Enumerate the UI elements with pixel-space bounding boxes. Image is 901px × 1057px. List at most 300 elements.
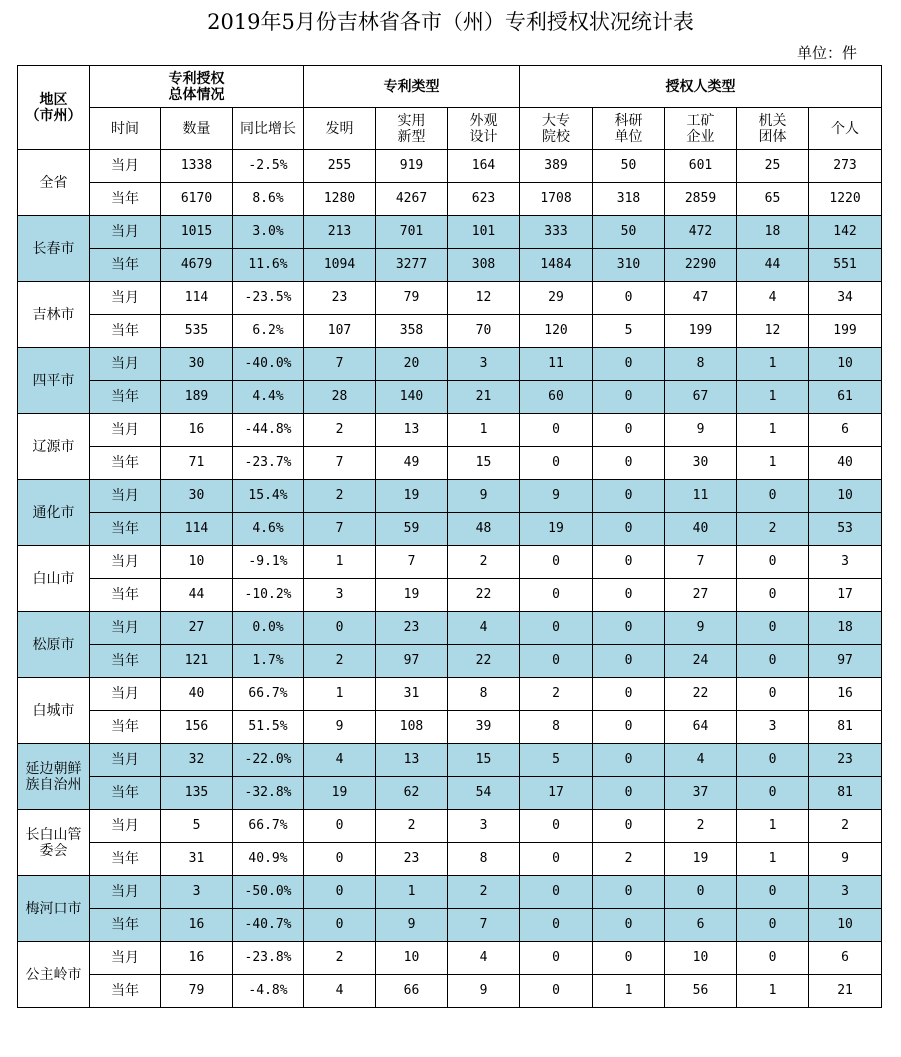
value-cell: -23.5% [233, 282, 304, 315]
value-cell: 66 [376, 975, 448, 1008]
value-cell: 0 [593, 480, 665, 513]
value-cell: 255 [304, 150, 376, 183]
value-cell: 0 [665, 876, 737, 909]
period-cell: 当年 [90, 909, 161, 942]
value-cell: 0 [737, 876, 809, 909]
value-cell: 56 [665, 975, 737, 1008]
table-row [18, 480, 882, 513]
value-cell: 0 [520, 876, 593, 909]
value-cell: 5 [520, 744, 593, 777]
table-row [18, 777, 882, 810]
table-row [18, 546, 882, 579]
value-cell: 0 [304, 810, 376, 843]
period-cell: 当月 [90, 612, 161, 645]
table-row [18, 381, 882, 414]
unit-label: 单位：件 [796, 44, 857, 62]
value-cell: 22 [448, 645, 520, 678]
value-cell: 0 [737, 744, 809, 777]
value-cell: 4 [737, 282, 809, 315]
value-cell: 6 [809, 414, 882, 447]
value-cell: 0 [737, 777, 809, 810]
value-cell: 318 [593, 183, 665, 216]
column-header-5: 外观 设计 [448, 108, 520, 150]
value-cell: 2 [304, 942, 376, 975]
value-cell: 472 [665, 216, 737, 249]
column-header-9: 机关 团体 [737, 108, 809, 150]
value-cell: 2 [737, 513, 809, 546]
value-cell: 1220 [809, 183, 882, 216]
value-cell: 0 [593, 612, 665, 645]
value-cell: 7 [304, 513, 376, 546]
region-name-cell: 公主岭市 [18, 942, 90, 1008]
value-cell: -23.8% [233, 942, 304, 975]
table-row [18, 447, 882, 480]
period-cell: 当月 [90, 876, 161, 909]
value-cell: 0 [593, 810, 665, 843]
table-row [18, 909, 882, 942]
value-cell: 30 [161, 348, 233, 381]
value-cell: 10 [809, 348, 882, 381]
value-cell: 0 [520, 579, 593, 612]
value-cell: 1338 [161, 150, 233, 183]
period-cell: 当月 [90, 678, 161, 711]
value-cell: 1.7% [233, 645, 304, 678]
value-cell: 22 [665, 678, 737, 711]
value-cell: 48 [448, 513, 520, 546]
value-cell: 199 [665, 315, 737, 348]
value-cell: 0 [737, 645, 809, 678]
value-cell: 308 [448, 249, 520, 282]
value-cell: 4679 [161, 249, 233, 282]
table-row [18, 249, 882, 282]
value-cell: 7 [304, 447, 376, 480]
value-cell: 0 [593, 711, 665, 744]
value-cell: 7 [304, 348, 376, 381]
value-cell: 2 [448, 546, 520, 579]
value-cell: 97 [809, 645, 882, 678]
value-cell: 44 [161, 579, 233, 612]
value-cell: 97 [376, 645, 448, 678]
region-header: 地区 （市州） [18, 66, 90, 150]
value-cell: 11 [520, 348, 593, 381]
value-cell: 358 [376, 315, 448, 348]
region-name-cell: 白城市 [18, 678, 90, 744]
value-cell: 0 [593, 678, 665, 711]
value-cell: 44 [737, 249, 809, 282]
table-row [18, 282, 882, 315]
value-cell: 551 [809, 249, 882, 282]
period-cell: 当年 [90, 843, 161, 876]
period-cell: 当年 [90, 513, 161, 546]
value-cell: 13 [376, 744, 448, 777]
value-cell: 60 [520, 381, 593, 414]
table-body [18, 150, 882, 1008]
period-cell: 当月 [90, 546, 161, 579]
grantee-type-header: 授权人类型 [520, 66, 882, 108]
table-row [18, 150, 882, 183]
column-header-2: 同比增长 [233, 108, 304, 150]
value-cell: 62 [376, 777, 448, 810]
value-cell: -23.7% [233, 447, 304, 480]
table-row [18, 183, 882, 216]
value-cell: 2 [809, 810, 882, 843]
value-cell: 70 [448, 315, 520, 348]
value-cell: -44.8% [233, 414, 304, 447]
value-cell: 156 [161, 711, 233, 744]
value-cell: 0 [593, 348, 665, 381]
period-cell: 当年 [90, 183, 161, 216]
value-cell: 1 [737, 447, 809, 480]
value-cell: 0 [593, 876, 665, 909]
value-cell: 0 [593, 381, 665, 414]
value-cell: 2 [304, 414, 376, 447]
value-cell: 81 [809, 711, 882, 744]
value-cell: 28 [304, 381, 376, 414]
value-cell: 30 [161, 480, 233, 513]
value-cell: 0.0% [233, 612, 304, 645]
value-cell: 19 [376, 480, 448, 513]
value-cell: 0 [593, 447, 665, 480]
value-cell: 8 [448, 678, 520, 711]
value-cell: 0 [737, 942, 809, 975]
value-cell: 39 [448, 711, 520, 744]
table-row [18, 678, 882, 711]
table-row [18, 975, 882, 1008]
value-cell: 1708 [520, 183, 593, 216]
value-cell: 3277 [376, 249, 448, 282]
value-cell: 0 [520, 546, 593, 579]
value-cell: -10.2% [233, 579, 304, 612]
value-cell: 0 [520, 414, 593, 447]
region-name-cell: 辽源市 [18, 414, 90, 480]
value-cell: 9 [665, 612, 737, 645]
period-cell: 当年 [90, 711, 161, 744]
value-cell: 4.4% [233, 381, 304, 414]
value-cell: 6.2% [233, 315, 304, 348]
value-cell: 19 [376, 579, 448, 612]
column-header-4: 实用 新型 [376, 108, 448, 150]
value-cell: 15.4% [233, 480, 304, 513]
period-cell: 当月 [90, 942, 161, 975]
value-cell: 121 [161, 645, 233, 678]
value-cell: 40 [665, 513, 737, 546]
page-title: 2019年5月份吉林省各市（州）专利授权状况统计表 [207, 10, 694, 34]
value-cell: -40.7% [233, 909, 304, 942]
period-cell: 当月 [90, 348, 161, 381]
period-cell: 当年 [90, 975, 161, 1008]
column-header-0: 时间 [90, 108, 161, 150]
value-cell: 108 [376, 711, 448, 744]
value-cell: 22 [448, 579, 520, 612]
value-cell: 6 [665, 909, 737, 942]
value-cell: 9 [448, 975, 520, 1008]
value-cell: 1 [376, 876, 448, 909]
value-cell: 4 [448, 612, 520, 645]
value-cell: 27 [161, 612, 233, 645]
value-cell: 3 [161, 876, 233, 909]
value-cell: 40 [809, 447, 882, 480]
table-row [18, 612, 882, 645]
period-cell: 当年 [90, 381, 161, 414]
value-cell: 49 [376, 447, 448, 480]
value-cell: 6170 [161, 183, 233, 216]
table-row [18, 579, 882, 612]
value-cell: 107 [304, 315, 376, 348]
value-cell: 3.0% [233, 216, 304, 249]
period-cell: 当年 [90, 249, 161, 282]
value-cell: 164 [448, 150, 520, 183]
value-cell: 50 [593, 216, 665, 249]
region-name-cell: 梅河口市 [18, 876, 90, 942]
value-cell: 2 [593, 843, 665, 876]
value-cell: 10 [809, 480, 882, 513]
region-name-cell: 全省 [18, 150, 90, 216]
value-cell: 7 [665, 546, 737, 579]
value-cell: 11 [665, 480, 737, 513]
value-cell: 623 [448, 183, 520, 216]
period-cell: 当月 [90, 216, 161, 249]
value-cell: 1 [737, 348, 809, 381]
value-cell: 4 [448, 942, 520, 975]
value-cell: 0 [737, 546, 809, 579]
value-cell: 8 [520, 711, 593, 744]
value-cell: 1 [737, 810, 809, 843]
value-cell: 10 [376, 942, 448, 975]
value-cell: 16 [161, 942, 233, 975]
value-cell: 10 [809, 909, 882, 942]
value-cell: 535 [161, 315, 233, 348]
column-header-8: 工矿 企业 [665, 108, 737, 150]
table-row [18, 645, 882, 678]
value-cell: 189 [161, 381, 233, 414]
value-cell: 10 [161, 546, 233, 579]
value-cell: 0 [593, 579, 665, 612]
region-name-cell: 四平市 [18, 348, 90, 414]
value-cell: 0 [737, 579, 809, 612]
value-cell: 18 [737, 216, 809, 249]
table-row [18, 876, 882, 909]
table-row [18, 810, 882, 843]
value-cell: 389 [520, 150, 593, 183]
value-cell: 19 [520, 513, 593, 546]
period-cell: 当年 [90, 315, 161, 348]
value-cell: 135 [161, 777, 233, 810]
table-row [18, 711, 882, 744]
value-cell: 30 [665, 447, 737, 480]
table-row [18, 843, 882, 876]
value-cell: 3 [809, 546, 882, 579]
value-cell: 12 [737, 315, 809, 348]
value-cell: 11.6% [233, 249, 304, 282]
value-cell: 310 [593, 249, 665, 282]
value-cell: 81 [809, 777, 882, 810]
period-cell: 当年 [90, 777, 161, 810]
region-name-cell: 松原市 [18, 612, 90, 678]
value-cell: 3 [304, 579, 376, 612]
value-cell: 0 [737, 480, 809, 513]
value-cell: 333 [520, 216, 593, 249]
value-cell: 17 [520, 777, 593, 810]
value-cell: 0 [520, 810, 593, 843]
value-cell: -2.5% [233, 150, 304, 183]
value-cell: 64 [665, 711, 737, 744]
value-cell: 20 [376, 348, 448, 381]
value-cell: 114 [161, 282, 233, 315]
value-cell: 7 [376, 546, 448, 579]
value-cell: 0 [520, 975, 593, 1008]
value-cell: 0 [593, 414, 665, 447]
value-cell: 71 [161, 447, 233, 480]
value-cell: 31 [376, 678, 448, 711]
value-cell: 1 [737, 381, 809, 414]
value-cell: -22.0% [233, 744, 304, 777]
value-cell: 27 [665, 579, 737, 612]
region-name-cell: 白山市 [18, 546, 90, 612]
value-cell: 273 [809, 150, 882, 183]
value-cell: 4 [665, 744, 737, 777]
value-cell: 13 [376, 414, 448, 447]
value-cell: 16 [161, 414, 233, 447]
value-cell: 0 [304, 843, 376, 876]
value-cell: 66.7% [233, 810, 304, 843]
value-cell: 40 [161, 678, 233, 711]
period-cell: 当月 [90, 744, 161, 777]
region-name-cell: 长春市 [18, 216, 90, 282]
value-cell: 53 [809, 513, 882, 546]
value-cell: 8 [665, 348, 737, 381]
value-cell: 0 [304, 909, 376, 942]
value-cell: 23 [376, 612, 448, 645]
value-cell: 0 [304, 876, 376, 909]
column-header-6: 大专 院校 [520, 108, 593, 150]
value-cell: 0 [304, 612, 376, 645]
value-cell: 0 [520, 843, 593, 876]
period-cell: 当月 [90, 282, 161, 315]
period-cell: 当月 [90, 480, 161, 513]
value-cell: 15 [448, 744, 520, 777]
value-cell: 0 [520, 942, 593, 975]
value-cell: 1094 [304, 249, 376, 282]
table-row [18, 315, 882, 348]
value-cell: 0 [520, 645, 593, 678]
value-cell: 9 [809, 843, 882, 876]
value-cell: 4 [304, 744, 376, 777]
value-cell: 6 [809, 942, 882, 975]
value-cell: 1280 [304, 183, 376, 216]
value-cell: 0 [520, 447, 593, 480]
value-cell: 2 [376, 810, 448, 843]
value-cell: 199 [809, 315, 882, 348]
value-cell: 101 [448, 216, 520, 249]
value-cell: 4 [304, 975, 376, 1008]
value-cell: 65 [737, 183, 809, 216]
value-cell: 24 [665, 645, 737, 678]
value-cell: 0 [593, 546, 665, 579]
period-cell: 当年 [90, 579, 161, 612]
value-cell: 0 [520, 612, 593, 645]
value-cell: 25 [737, 150, 809, 183]
value-cell: 3 [809, 876, 882, 909]
value-cell: 21 [809, 975, 882, 1008]
column-header-3: 发明 [304, 108, 376, 150]
patent-statistics-table [17, 65, 882, 1008]
value-cell: 66.7% [233, 678, 304, 711]
period-cell: 当年 [90, 645, 161, 678]
value-cell: 5 [593, 315, 665, 348]
patent-type-header: 专利类型 [304, 66, 520, 108]
value-cell: 2 [665, 810, 737, 843]
value-cell: 10 [665, 942, 737, 975]
column-header-10: 个人 [809, 108, 882, 150]
value-cell: 5 [161, 810, 233, 843]
value-cell: 21 [448, 381, 520, 414]
table-row [18, 216, 882, 249]
region-name-cell: 吉林市 [18, 282, 90, 348]
value-cell: 1 [593, 975, 665, 1008]
value-cell: 919 [376, 150, 448, 183]
value-cell: 8.6% [233, 183, 304, 216]
value-cell: 213 [304, 216, 376, 249]
value-cell: 0 [737, 678, 809, 711]
value-cell: 9 [665, 414, 737, 447]
overall-header: 专利授权 总体情况 [90, 66, 304, 108]
table-row [18, 513, 882, 546]
value-cell: 1 [304, 546, 376, 579]
region-name-cell: 延边朝鲜 族自治州 [18, 744, 90, 810]
value-cell: 15 [448, 447, 520, 480]
value-cell: 2 [304, 645, 376, 678]
value-cell: 0 [737, 909, 809, 942]
value-cell: 3 [448, 348, 520, 381]
column-header-row [18, 108, 882, 150]
value-cell: 1484 [520, 249, 593, 282]
value-cell: 601 [665, 150, 737, 183]
value-cell: 4267 [376, 183, 448, 216]
value-cell: 47 [665, 282, 737, 315]
value-cell: 79 [376, 282, 448, 315]
region-name-cell: 长白山管 委会 [18, 810, 90, 876]
value-cell: 9 [304, 711, 376, 744]
value-cell: -4.8% [233, 975, 304, 1008]
value-cell: 16 [809, 678, 882, 711]
value-cell: 32 [161, 744, 233, 777]
value-cell: 1 [737, 414, 809, 447]
value-cell: 31 [161, 843, 233, 876]
value-cell: 2290 [665, 249, 737, 282]
value-cell: 0 [593, 909, 665, 942]
value-cell: 0 [593, 942, 665, 975]
value-cell: 61 [809, 381, 882, 414]
value-cell: 67 [665, 381, 737, 414]
value-cell: 54 [448, 777, 520, 810]
value-cell: 37 [665, 777, 737, 810]
value-cell: 2 [520, 678, 593, 711]
value-cell: 19 [665, 843, 737, 876]
value-cell: 59 [376, 513, 448, 546]
value-cell: 7 [448, 909, 520, 942]
value-cell: 2 [448, 876, 520, 909]
period-cell: 当年 [90, 447, 161, 480]
value-cell: 9 [520, 480, 593, 513]
value-cell: -32.8% [233, 777, 304, 810]
value-cell: 1015 [161, 216, 233, 249]
value-cell: 18 [809, 612, 882, 645]
value-cell: 0 [737, 612, 809, 645]
value-cell: 79 [161, 975, 233, 1008]
period-cell: 当月 [90, 414, 161, 447]
value-cell: 142 [809, 216, 882, 249]
value-cell: 2859 [665, 183, 737, 216]
